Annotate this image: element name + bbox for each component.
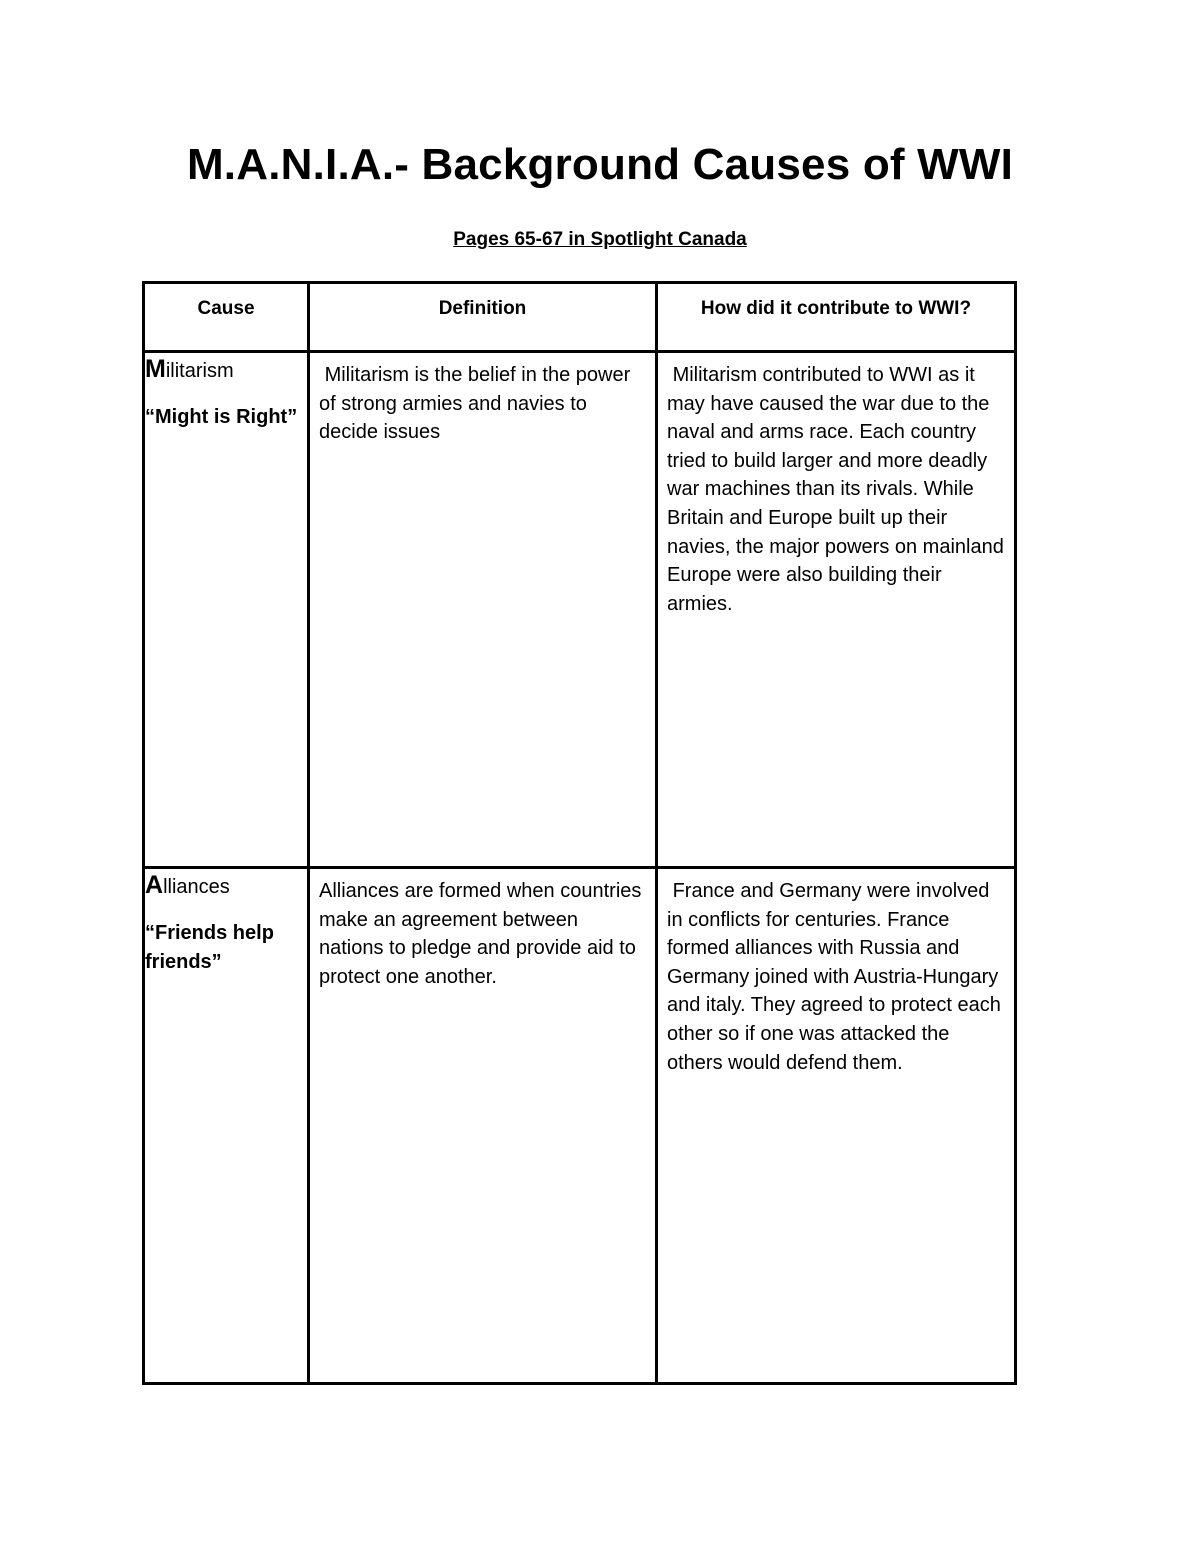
definition-text: Alliances are formed when countries make an agreement between nations to pledge and provide aid to protect one another. bbox=[319, 880, 647, 988]
cause-name bbox=[145, 871, 307, 901]
cause-rest: lliances bbox=[163, 876, 230, 898]
definition-text: Militarism is the belief in the power of strong armies and navies to decide issues bbox=[319, 364, 636, 444]
contribution-cell bbox=[657, 352, 1016, 868]
cause-cell bbox=[144, 352, 309, 868]
header-definition: Definition bbox=[309, 283, 657, 352]
definition-cell bbox=[309, 868, 657, 1384]
cause-rest: ilitarism bbox=[165, 360, 234, 382]
cause-initial: A bbox=[145, 871, 164, 899]
table-header-row bbox=[144, 283, 1016, 352]
page-subtitle: Pages 65-67 in Spotlight Canada bbox=[453, 229, 747, 250]
mania-table bbox=[142, 281, 1017, 1385]
cause-slogan: “Might is Right” bbox=[145, 406, 298, 428]
header-cause: Cause bbox=[144, 283, 309, 352]
cause-cell bbox=[144, 868, 309, 1384]
definition-cell bbox=[309, 352, 657, 868]
cause-initial: M bbox=[145, 355, 166, 383]
contribution-cell bbox=[657, 868, 1016, 1384]
contribution-text: Militarism contributed to WWI as it may have caused the war due to the naval and arms race. Each country tried to build larger and more deadly war machines than its rivals. While Britain and Europe built up their navies, the major powers on mainland Europe were also building their armies. bbox=[667, 364, 1010, 615]
header-contribution: How did it contribute to WWI? bbox=[657, 283, 1016, 352]
contribution-text: France and Germany were involved in conflicts for centuries. France formed alliances with Russia and Germany joined with Austria-Hungary and italy. They agreed to protect each other so if one was attacked the others would defend them. bbox=[667, 880, 1007, 1074]
table-row-militarism bbox=[144, 352, 1016, 868]
page-title: M.A.N.I.A.- Background Causes of WWI bbox=[186, 140, 1014, 189]
table-row-alliances bbox=[144, 868, 1016, 1384]
cause-name bbox=[145, 355, 307, 385]
cause-slogan: “Friends help friends” bbox=[145, 922, 274, 973]
